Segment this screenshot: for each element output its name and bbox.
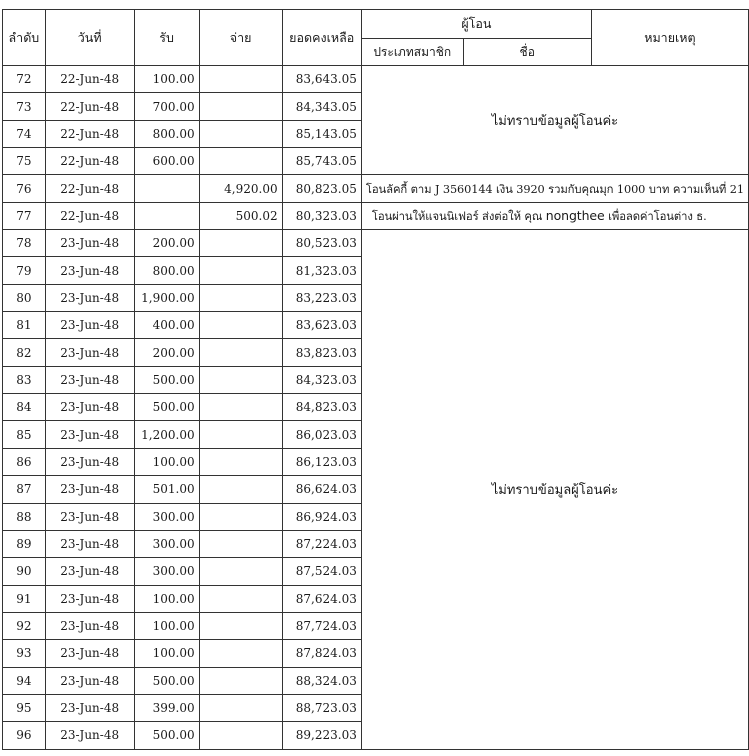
cell-receive: 600.00 <box>134 148 199 175</box>
cell-pay <box>199 366 282 393</box>
cell-date: 23-Jun-48 <box>45 585 134 612</box>
cell-no: 87 <box>3 476 46 503</box>
cell-date: 23-Jun-48 <box>45 667 134 694</box>
cell-no: 75 <box>3 148 46 175</box>
cell-receive: 500.00 <box>134 394 199 421</box>
col-header-pay: จ่าย <box>199 10 282 66</box>
cell-receive: 300.00 <box>134 503 199 530</box>
table-row <box>3 175 749 202</box>
cell-no: 90 <box>3 558 46 585</box>
cell-pay <box>199 476 282 503</box>
cell-date: 22-Jun-48 <box>45 120 134 147</box>
cell-no: 73 <box>3 93 46 120</box>
cell-receive: 100.00 <box>134 448 199 475</box>
cell-receive <box>134 202 199 229</box>
cell-date: 23-Jun-48 <box>45 640 134 667</box>
cell-pay <box>199 66 282 93</box>
cell-receive: 700.00 <box>134 93 199 120</box>
cell-pay <box>199 448 282 475</box>
cell-receive: 100.00 <box>134 66 199 93</box>
cell-balance: 84,323.03 <box>282 366 361 393</box>
cell-pay <box>199 93 282 120</box>
cell-pay <box>199 530 282 557</box>
cell-no: 72 <box>3 66 46 93</box>
cell-date: 23-Jun-48 <box>45 312 134 339</box>
cell-pay <box>199 640 282 667</box>
cell-balance: 85,743.05 <box>282 148 361 175</box>
cell-pay <box>199 394 282 421</box>
cell-receive: 200.00 <box>134 339 199 366</box>
cell-pay <box>199 230 282 257</box>
cell-balance: 80,823.05 <box>282 175 361 202</box>
cell-balance: 88,723.03 <box>282 694 361 721</box>
remark-row-77 <box>361 202 748 229</box>
cell-receive <box>134 175 199 202</box>
cell-balance: 86,123.03 <box>282 448 361 475</box>
cell-receive: 800.00 <box>134 257 199 284</box>
cell-date: 22-Jun-48 <box>45 93 134 120</box>
cell-no: 88 <box>3 503 46 530</box>
cell-date: 23-Jun-48 <box>45 394 134 421</box>
cell-no: 93 <box>3 640 46 667</box>
cell-receive: 500.00 <box>134 667 199 694</box>
cell-receive: 100.00 <box>134 585 199 612</box>
cell-balance: 83,643.05 <box>282 66 361 93</box>
cell-pay <box>199 339 282 366</box>
cell-receive: 400.00 <box>134 312 199 339</box>
cell-date: 22-Jun-48 <box>45 148 134 175</box>
remark-row-77-post: เพื่อลดค่าโอนต่าง ธ. <box>604 209 707 223</box>
remark-unknown-transferor: ไม่ทราบข้อมูลผู้โอนค่ะ <box>361 66 748 175</box>
cell-balance: 87,224.03 <box>282 530 361 557</box>
cell-balance: 81,323.03 <box>282 257 361 284</box>
cell-receive: 501.00 <box>134 476 199 503</box>
cell-no: 74 <box>3 120 46 147</box>
cell-no: 82 <box>3 339 46 366</box>
cell-balance: 84,823.03 <box>282 394 361 421</box>
cell-no: 89 <box>3 530 46 557</box>
cell-receive: 500.00 <box>134 722 199 749</box>
cell-receive: 1,200.00 <box>134 421 199 448</box>
col-header-balance: ยอดคงเหลือ <box>282 10 361 66</box>
cell-balance: 87,724.03 <box>282 612 361 639</box>
remark-row-77-pre: โอนผ่านให้แจนนิเฟอร์ ส่งต่อให้ คุณ <box>371 209 546 223</box>
cell-balance: 87,624.03 <box>282 585 361 612</box>
cell-pay <box>199 257 282 284</box>
cell-pay <box>199 585 282 612</box>
cell-balance: 87,524.03 <box>282 558 361 585</box>
cell-receive: 300.00 <box>134 558 199 585</box>
cell-receive: 200.00 <box>134 230 199 257</box>
cell-pay <box>199 421 282 448</box>
col-header-remark: หมายเหตุ <box>591 10 748 66</box>
cell-no: 81 <box>3 312 46 339</box>
remark-unknown-transferor: ไม่ทราบข้อมูลผู้โอนค่ะ <box>361 230 748 750</box>
cell-no: 80 <box>3 284 46 311</box>
cell-receive: 100.00 <box>134 640 199 667</box>
cell-pay <box>199 694 282 721</box>
cell-date: 23-Jun-48 <box>45 230 134 257</box>
cell-balance: 85,143.05 <box>282 120 361 147</box>
cell-pay <box>199 612 282 639</box>
col-header-receive: รับ <box>134 10 199 66</box>
cell-pay <box>199 503 282 530</box>
col-header-name: ชื่อ <box>463 39 591 66</box>
cell-no: 76 <box>3 175 46 202</box>
cell-balance: 88,324.03 <box>282 667 361 694</box>
table-row <box>3 202 749 229</box>
cell-pay <box>199 120 282 147</box>
cell-no: 84 <box>3 394 46 421</box>
cell-balance: 84,343.05 <box>282 93 361 120</box>
cell-balance: 83,823.03 <box>282 339 361 366</box>
ledger-body <box>3 66 749 750</box>
cell-date: 22-Jun-48 <box>45 202 134 229</box>
cell-no: 91 <box>3 585 46 612</box>
cell-date: 23-Jun-48 <box>45 257 134 284</box>
cell-pay <box>199 667 282 694</box>
cell-date: 22-Jun-48 <box>45 66 134 93</box>
cell-balance: 86,624.03 <box>282 476 361 503</box>
cell-receive: 300.00 <box>134 530 199 557</box>
cell-no: 85 <box>3 421 46 448</box>
cell-balance: 83,623.03 <box>282 312 361 339</box>
cell-date: 23-Jun-48 <box>45 476 134 503</box>
cell-pay: 500.02 <box>199 202 282 229</box>
cell-date: 23-Jun-48 <box>45 612 134 639</box>
cell-date: 23-Jun-48 <box>45 448 134 475</box>
cell-no: 79 <box>3 257 46 284</box>
cell-date: 23-Jun-48 <box>45 421 134 448</box>
cell-no: 96 <box>3 722 46 749</box>
cell-no: 78 <box>3 230 46 257</box>
cell-date: 23-Jun-48 <box>45 284 134 311</box>
cell-no: 77 <box>3 202 46 229</box>
cell-balance: 80,523.03 <box>282 230 361 257</box>
table-row <box>3 66 749 93</box>
cell-date: 23-Jun-48 <box>45 530 134 557</box>
cell-receive: 1,900.00 <box>134 284 199 311</box>
remark-row-76: โอนลัคกี้ ตาม J 3560144 เงิน 3920 รวมกับคุณมุก 1000 บาท ความเห็นที่ 21 <box>361 175 748 202</box>
cell-no: 86 <box>3 448 46 475</box>
cell-date: 22-Jun-48 <box>45 175 134 202</box>
col-header-member-type: ประเภทสมาชิก <box>361 39 463 66</box>
table-row <box>3 230 749 257</box>
cell-date: 23-Jun-48 <box>45 722 134 749</box>
cell-no: 92 <box>3 612 46 639</box>
cell-pay <box>199 148 282 175</box>
cell-date: 23-Jun-48 <box>45 366 134 393</box>
cell-receive: 500.00 <box>134 366 199 393</box>
cell-date: 23-Jun-48 <box>45 694 134 721</box>
cell-no: 83 <box>3 366 46 393</box>
cell-balance: 80,323.03 <box>282 202 361 229</box>
cell-balance: 86,023.03 <box>282 421 361 448</box>
col-header-no: ลำดับ <box>3 10 46 66</box>
col-header-transferor: ผู้โอน <box>361 10 591 39</box>
remark-row-77-user: nongthee <box>545 207 605 223</box>
cell-receive: 100.00 <box>134 612 199 639</box>
cell-balance: 89,223.03 <box>282 722 361 749</box>
cell-date: 23-Jun-48 <box>45 558 134 585</box>
cell-no: 94 <box>3 667 46 694</box>
cell-pay <box>199 558 282 585</box>
cell-receive: 800.00 <box>134 120 199 147</box>
cell-receive: 399.00 <box>134 694 199 721</box>
cell-balance: 86,924.03 <box>282 503 361 530</box>
cell-pay <box>199 722 282 749</box>
ledger-table <box>2 9 749 750</box>
cell-balance: 87,824.03 <box>282 640 361 667</box>
cell-pay: 4,920.00 <box>199 175 282 202</box>
cell-date: 23-Jun-48 <box>45 503 134 530</box>
cell-pay <box>199 312 282 339</box>
cell-date: 23-Jun-48 <box>45 339 134 366</box>
cell-pay <box>199 284 282 311</box>
col-header-date: วันที่ <box>45 10 134 66</box>
cell-no: 95 <box>3 694 46 721</box>
cell-balance: 83,223.03 <box>282 284 361 311</box>
